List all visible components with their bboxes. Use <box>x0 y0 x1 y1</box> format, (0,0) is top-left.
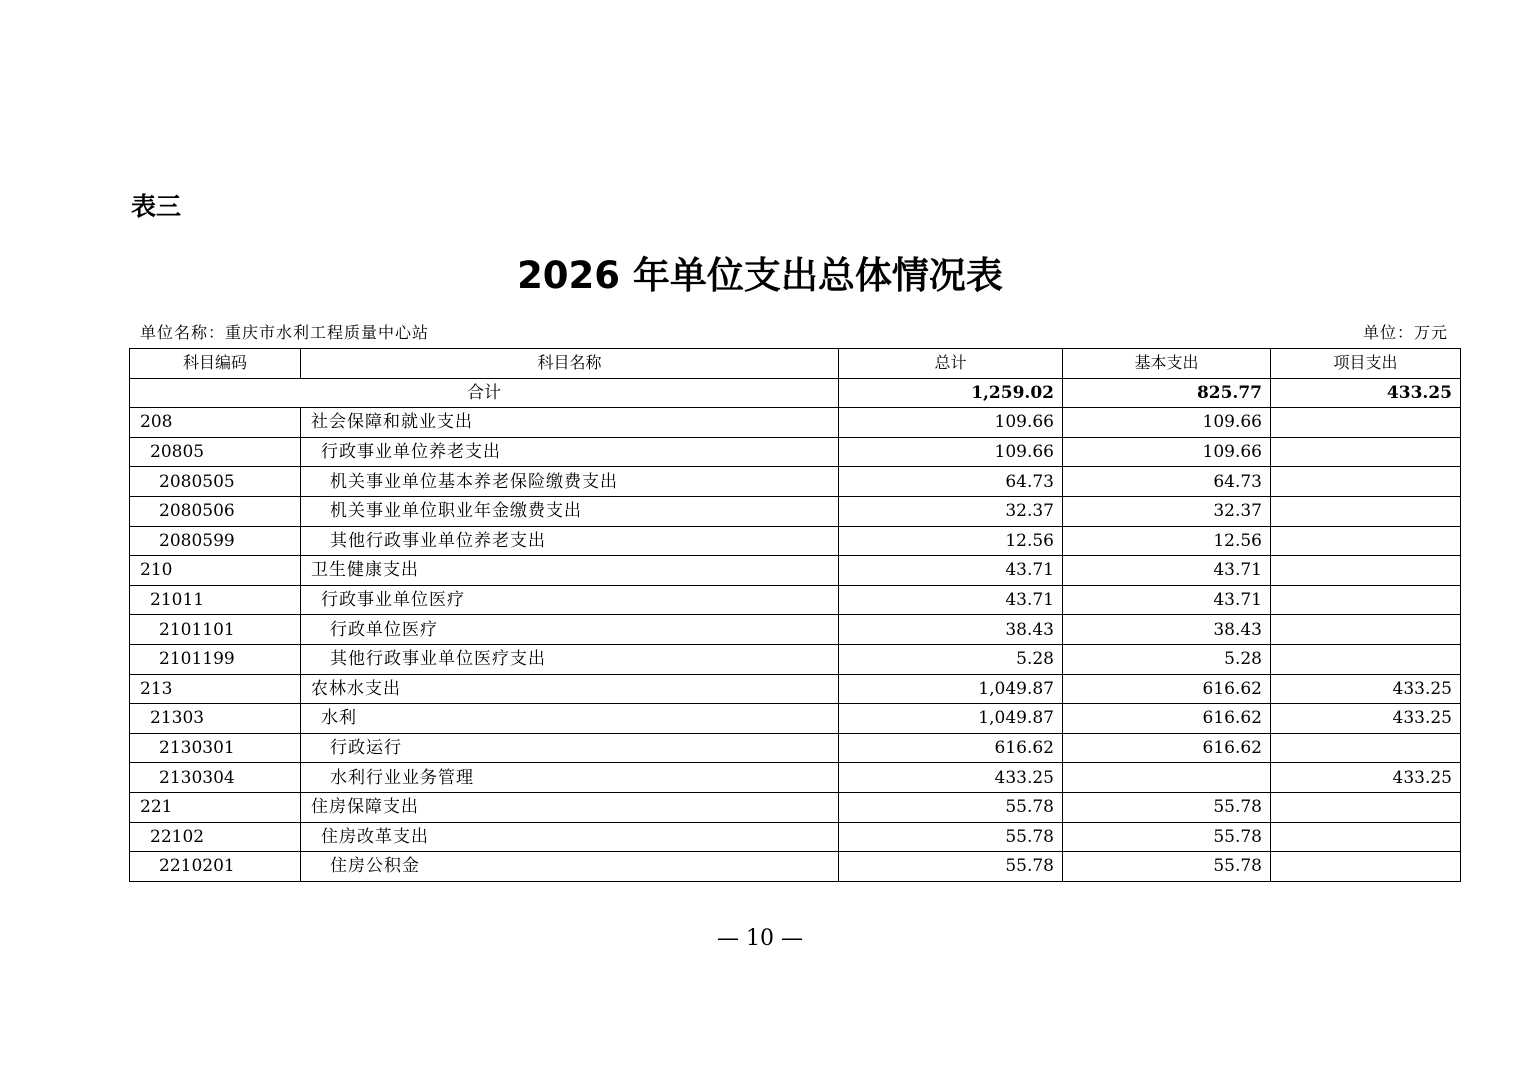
row-code: 21303 <box>130 704 301 734</box>
row-code: 213 <box>130 674 301 704</box>
row-code: 221 <box>130 792 301 822</box>
row-total: 109.66 <box>839 408 1063 438</box>
table-row <box>130 792 1461 822</box>
row-total: 1,049.87 <box>839 674 1063 704</box>
row-name: 其他行政事业单位医疗支出 <box>301 644 839 674</box>
document-title: 2026 年单位支出总体情况表 <box>517 254 1003 297</box>
row-name: 农林水支出 <box>301 674 839 704</box>
page-number: — 10 — <box>717 926 803 951</box>
table-row <box>130 852 1461 882</box>
row-total: 43.71 <box>839 556 1063 586</box>
row-basic: 32.37 <box>1063 496 1271 526</box>
row-code: 2080506 <box>130 496 301 526</box>
row-code: 20805 <box>130 437 301 467</box>
row-total: 55.78 <box>839 792 1063 822</box>
row-basic: 55.78 <box>1063 822 1271 852</box>
table-row <box>130 733 1461 763</box>
table-row <box>130 674 1461 704</box>
table-row <box>130 437 1461 467</box>
row-total: 616.62 <box>839 733 1063 763</box>
header-row <box>130 349 1461 379</box>
row-project <box>1271 526 1461 556</box>
row-project <box>1271 556 1461 586</box>
row-basic: 616.62 <box>1063 733 1271 763</box>
row-name: 水利行业业务管理 <box>301 763 839 793</box>
row-basic: 43.71 <box>1063 585 1271 615</box>
row-project <box>1271 644 1461 674</box>
row-basic: 64.73 <box>1063 467 1271 497</box>
row-name: 住房公积金 <box>301 852 839 882</box>
row-project: 433.25 <box>1271 674 1461 704</box>
row-basic <box>1063 763 1271 793</box>
table-row <box>130 408 1461 438</box>
unit-label: 单位：万元 <box>1362 323 1448 342</box>
row-project <box>1271 467 1461 497</box>
row-code: 2101101 <box>130 615 301 645</box>
row-code: 2210201 <box>130 852 301 882</box>
row-total: 433.25 <box>839 763 1063 793</box>
row-code: 2080599 <box>130 526 301 556</box>
row-code: 21011 <box>130 585 301 615</box>
table-row <box>130 644 1461 674</box>
row-code: 210 <box>130 556 301 586</box>
row-total: 55.78 <box>839 822 1063 852</box>
row-project <box>1271 437 1461 467</box>
row-name: 住房保障支出 <box>301 792 839 822</box>
row-project <box>1271 496 1461 526</box>
row-project <box>1271 822 1461 852</box>
row-total: 38.43 <box>839 615 1063 645</box>
row-name: 水利 <box>301 704 839 734</box>
row-name: 社会保障和就业支出 <box>301 408 839 438</box>
row-basic: 109.66 <box>1063 408 1271 438</box>
row-code: 2080505 <box>130 467 301 497</box>
row-total: 32.37 <box>839 496 1063 526</box>
row-name: 住房改革支出 <box>301 822 839 852</box>
meta-row <box>140 322 1448 344</box>
row-basic: 55.78 <box>1063 852 1271 882</box>
row-basic: 616.62 <box>1063 704 1271 734</box>
row-name: 行政单位医疗 <box>301 615 839 645</box>
row-total: 43.71 <box>839 585 1063 615</box>
row-name: 行政事业单位医疗 <box>301 585 839 615</box>
row-basic: 38.43 <box>1063 615 1271 645</box>
row-code: 2130304 <box>130 763 301 793</box>
header-total: 总计 <box>839 349 1063 379</box>
summary-label: 合计 <box>130 378 839 408</box>
header-code: 科目编码 <box>130 349 301 379</box>
row-project <box>1271 408 1461 438</box>
table-row <box>130 704 1461 734</box>
table-row <box>130 615 1461 645</box>
summary-total: 1,259.02 <box>839 378 1063 408</box>
row-total: 1,049.87 <box>839 704 1063 734</box>
row-name: 机关事业单位职业年金缴费支出 <box>301 496 839 526</box>
table-label: 表三 <box>131 192 182 221</box>
expenditure-table <box>129 348 1461 882</box>
row-project <box>1271 792 1461 822</box>
table-row <box>130 822 1461 852</box>
row-name: 其他行政事业单位养老支出 <box>301 526 839 556</box>
row-total: 12.56 <box>839 526 1063 556</box>
row-project <box>1271 585 1461 615</box>
row-total: 64.73 <box>839 467 1063 497</box>
row-total: 5.28 <box>839 644 1063 674</box>
table-row <box>130 763 1461 793</box>
header-project: 项目支出 <box>1271 349 1461 379</box>
row-project <box>1271 852 1461 882</box>
row-name: 机关事业单位基本养老保险缴费支出 <box>301 467 839 497</box>
table-row <box>130 496 1461 526</box>
row-basic: 5.28 <box>1063 644 1271 674</box>
row-basic: 109.66 <box>1063 437 1271 467</box>
header-name: 科目名称 <box>301 349 839 379</box>
row-code: 2130301 <box>130 733 301 763</box>
row-code: 208 <box>130 408 301 438</box>
summary-project: 433.25 <box>1271 378 1461 408</box>
table-row <box>130 556 1461 586</box>
row-project: 433.25 <box>1271 763 1461 793</box>
row-name: 卫生健康支出 <box>301 556 839 586</box>
summary-row <box>130 378 1461 408</box>
table-row <box>130 526 1461 556</box>
header-basic: 基本支出 <box>1063 349 1271 379</box>
unit-name: 单位名称：重庆市水利工程质量中心站 <box>140 323 430 342</box>
row-basic: 12.56 <box>1063 526 1271 556</box>
row-project <box>1271 733 1461 763</box>
row-code: 2101199 <box>130 644 301 674</box>
row-project <box>1271 615 1461 645</box>
summary-basic: 825.77 <box>1063 378 1271 408</box>
row-basic: 55.78 <box>1063 792 1271 822</box>
row-project: 433.25 <box>1271 704 1461 734</box>
row-basic: 43.71 <box>1063 556 1271 586</box>
table-row <box>130 585 1461 615</box>
row-total: 109.66 <box>839 437 1063 467</box>
table-row <box>130 467 1461 497</box>
row-basic: 616.62 <box>1063 674 1271 704</box>
row-name: 行政事业单位养老支出 <box>301 437 839 467</box>
row-name: 行政运行 <box>301 733 839 763</box>
row-code: 22102 <box>130 822 301 852</box>
row-total: 55.78 <box>839 852 1063 882</box>
